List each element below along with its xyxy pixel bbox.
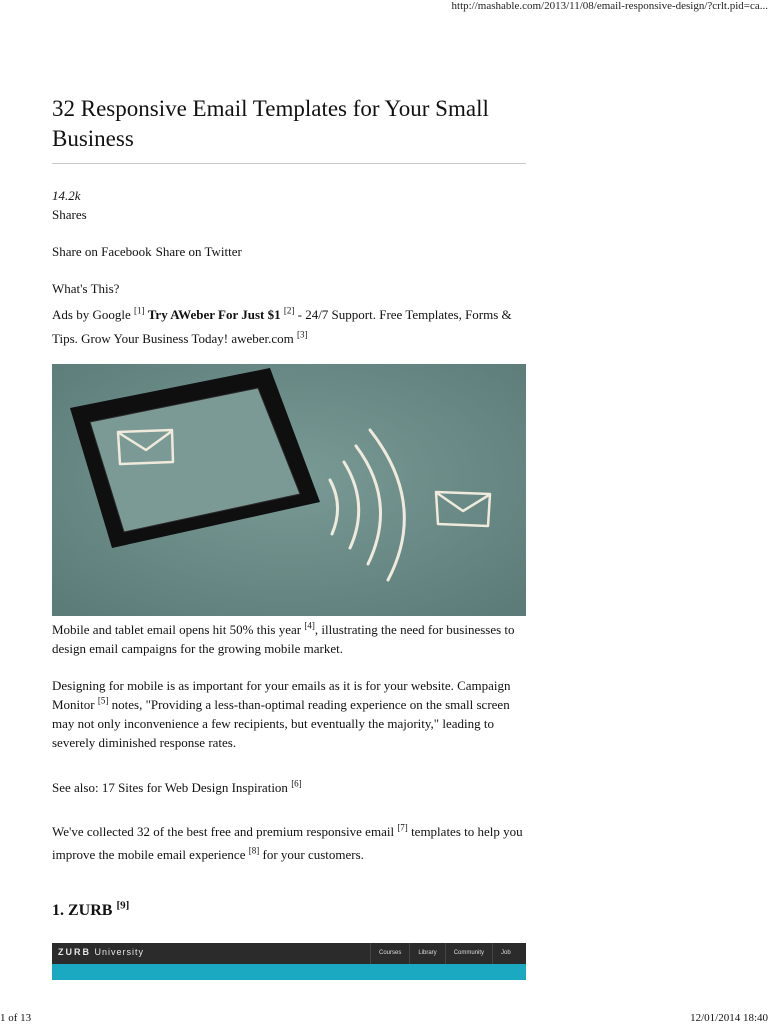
ad-link[interactable]: Try AWeber For Just $1	[147, 307, 281, 322]
zurb-logo-mark: ZURB	[58, 947, 91, 957]
page-number: 1 of 13	[0, 1012, 32, 1024]
paragraph-1	[52, 620, 530, 658]
zurb-accent-bar	[52, 964, 526, 980]
zurb-screenshot	[52, 943, 526, 980]
paragraph-4-text-cont: templates to help you improve the mobile email experience	[52, 824, 523, 862]
ref-2[interactable]: [2]	[283, 305, 295, 316]
ref-8[interactable]: [8]	[248, 845, 260, 856]
share-facebook-link[interactable]: Share on Facebook	[52, 244, 152, 259]
ref-3[interactable]: [3]	[297, 329, 308, 340]
ads-prefix: Ads by Google	[52, 307, 131, 322]
paragraph-3	[52, 778, 530, 797]
print-timestamp: 12/01/2014 18:40	[690, 1012, 768, 1024]
paragraph-4-text: We've collected 32 of the best free and premium responsive email	[52, 824, 395, 839]
ad-text: - 24/7 Support. Free Templates, Forms & Tips. Grow Your Business Today! aweber.com	[52, 307, 512, 346]
paragraph-2-text-cont: notes, "Providing a less-than-optimal reading experience on the small screen may not only inconvenience a few recipients, but eventually the majority," leading to severely diminished response rates.	[52, 697, 510, 750]
zurb-nav-community: Community	[445, 943, 492, 964]
ref-7[interactable]: [7]	[397, 822, 408, 833]
ref-5[interactable]: [5]	[97, 695, 109, 706]
whats-this-link[interactable]: What's This?	[52, 281, 120, 296]
paragraph-1-text-cont: , illustrating the need for businesses to design email campaigns for the growing mobile market.	[52, 622, 515, 656]
zurb-nav-library: Library	[409, 943, 444, 964]
hero-image	[52, 364, 526, 616]
paragraph-1-text: Mobile and tablet email opens hit 50% this year	[52, 622, 302, 637]
zurb-nav-courses: Courses	[370, 943, 409, 964]
zurb-logo	[58, 947, 144, 957]
share-twitter-link[interactable]: Share on Twitter	[155, 244, 242, 259]
paragraph-2-text: Designing for mobile is as important for your emails as it is for your website. Campaign Monitor	[52, 678, 511, 712]
zurb-nav	[370, 943, 526, 964]
paragraph-2	[52, 676, 530, 752]
section-heading-text: 1. ZURB	[52, 902, 113, 919]
ref-9[interactable]: [9]	[116, 899, 130, 912]
zurb-nav-jobboard: Job	[492, 943, 526, 964]
paragraph-4	[52, 820, 530, 866]
article-title: 32 Responsive Email Templates for Your Small Business	[52, 96, 489, 151]
title-divider	[52, 163, 526, 164]
ref-4[interactable]: [4]	[304, 620, 315, 631]
ref-6[interactable]: [6]	[291, 778, 302, 789]
see-also-link[interactable]: See also: 17 Sites for Web Design Inspiration	[52, 780, 288, 795]
paragraph-4-text-end: for your customers.	[259, 847, 364, 862]
source-url[interactable]: http://mashable.com/2013/11/08/email-responsive-design/?crlt.pid=ca...	[451, 0, 768, 12]
ref-1[interactable]: [1]	[133, 305, 145, 316]
zurb-logo-text: University	[94, 947, 145, 957]
shares-count: 14.2k	[52, 188, 81, 203]
google-ads	[52, 303, 530, 351]
section-heading-zurb	[52, 899, 130, 920]
share-links	[52, 244, 246, 260]
shares-label: Shares	[52, 207, 87, 222]
